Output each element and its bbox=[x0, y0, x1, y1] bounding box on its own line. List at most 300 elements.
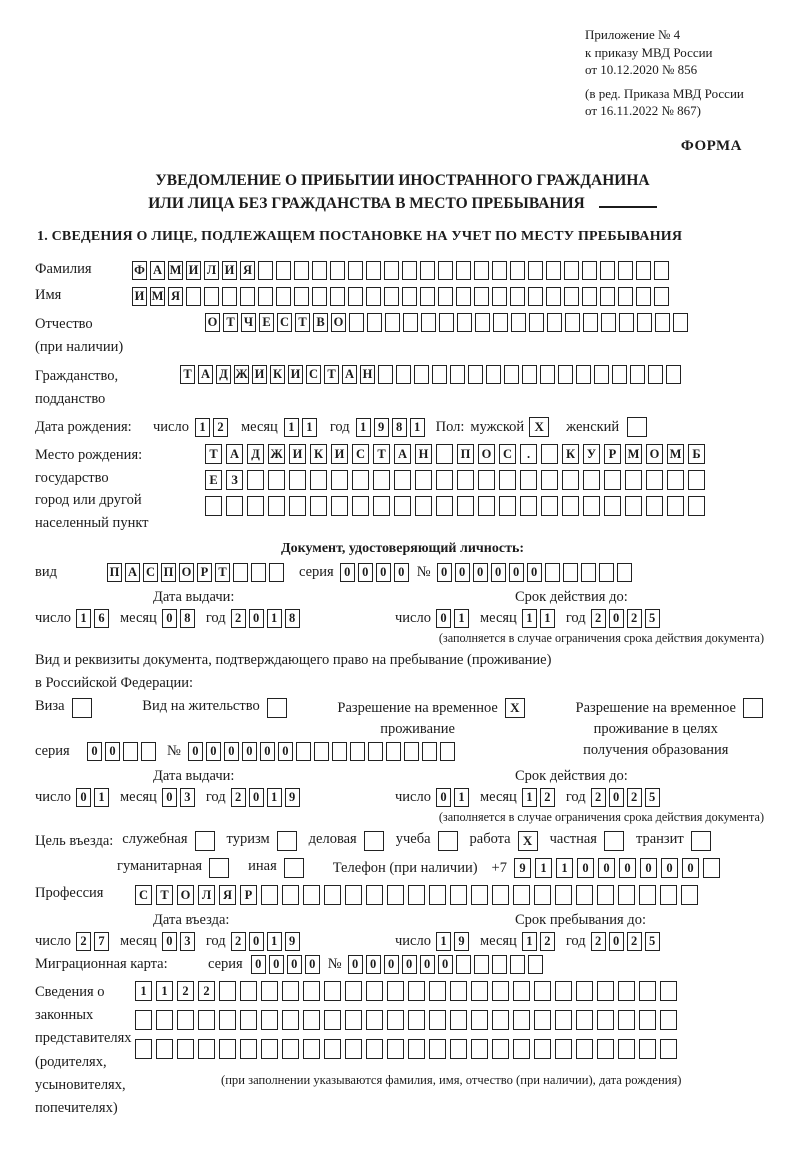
char-cell[interactable]: 0 bbox=[682, 858, 699, 878]
char-cell[interactable] bbox=[429, 1010, 446, 1030]
sex-male-checkbox[interactable]: X bbox=[529, 417, 549, 437]
char-cell[interactable]: 1 bbox=[156, 981, 173, 1001]
char-cell[interactable] bbox=[582, 287, 597, 306]
char-cell[interactable] bbox=[576, 1039, 593, 1059]
char-cell[interactable] bbox=[522, 365, 537, 384]
char-cell[interactable]: 0 bbox=[437, 563, 452, 582]
char-cell[interactable] bbox=[408, 981, 425, 1001]
char-cell[interactable] bbox=[625, 496, 642, 516]
char-cell[interactable] bbox=[492, 1039, 509, 1059]
char-cell[interactable]: 2 bbox=[76, 932, 91, 951]
char-cell[interactable]: 1 bbox=[267, 932, 282, 951]
char-cell[interactable] bbox=[528, 261, 543, 280]
char-cell[interactable]: Р bbox=[240, 885, 257, 905]
char-cell[interactable] bbox=[226, 496, 243, 516]
char-cell[interactable]: У bbox=[583, 444, 600, 464]
char-cell[interactable] bbox=[247, 496, 264, 516]
char-cell[interactable]: И bbox=[288, 365, 303, 384]
char-cell[interactable] bbox=[436, 496, 453, 516]
char-cell[interactable]: К bbox=[310, 444, 327, 464]
char-cell[interactable]: 1 bbox=[267, 788, 282, 807]
char-cell[interactable] bbox=[330, 261, 345, 280]
char-cell[interactable] bbox=[576, 1010, 593, 1030]
char-cell[interactable] bbox=[350, 742, 365, 761]
char-cell[interactable] bbox=[204, 287, 219, 306]
char-cell[interactable]: Б bbox=[688, 444, 705, 464]
char-cell[interactable]: 0 bbox=[249, 788, 264, 807]
char-cell[interactable] bbox=[492, 1010, 509, 1030]
char-cell[interactable] bbox=[303, 1039, 320, 1059]
char-cell[interactable] bbox=[492, 955, 507, 974]
char-cell[interactable] bbox=[373, 496, 390, 516]
char-cell[interactable]: Т bbox=[156, 885, 173, 905]
char-cell[interactable] bbox=[394, 470, 411, 490]
char-cell[interactable] bbox=[414, 365, 429, 384]
char-cell[interactable] bbox=[513, 885, 530, 905]
char-cell[interactable]: 1 bbox=[356, 418, 371, 437]
char-cell[interactable] bbox=[438, 261, 453, 280]
char-cell[interactable] bbox=[258, 287, 273, 306]
char-cell[interactable]: 1 bbox=[94, 788, 109, 807]
char-cell[interactable] bbox=[330, 287, 345, 306]
char-cell[interactable] bbox=[597, 981, 614, 1001]
char-cell[interactable]: 0 bbox=[251, 955, 266, 974]
char-cell[interactable] bbox=[534, 981, 551, 1001]
char-cell[interactable]: Т bbox=[295, 313, 310, 332]
char-cell[interactable] bbox=[324, 1010, 341, 1030]
char-cell[interactable] bbox=[404, 742, 419, 761]
char-cell[interactable] bbox=[378, 365, 393, 384]
char-cell[interactable] bbox=[528, 955, 543, 974]
char-cell[interactable]: П bbox=[161, 563, 176, 582]
char-cell[interactable]: К bbox=[562, 444, 579, 464]
char-cell[interactable] bbox=[366, 981, 383, 1001]
char-cell[interactable] bbox=[258, 261, 273, 280]
purpose-private-checkbox[interactable] bbox=[604, 831, 624, 851]
char-cell[interactable]: 2 bbox=[231, 609, 246, 628]
visa-checkbox[interactable] bbox=[72, 698, 92, 718]
char-cell[interactable]: 0 bbox=[609, 788, 624, 807]
char-cell[interactable] bbox=[510, 955, 525, 974]
char-cell[interactable] bbox=[348, 261, 363, 280]
char-cell[interactable] bbox=[261, 885, 278, 905]
char-cell[interactable]: М bbox=[667, 444, 684, 464]
char-cell[interactable] bbox=[402, 261, 417, 280]
char-cell[interactable]: К bbox=[270, 365, 285, 384]
char-cell[interactable] bbox=[268, 496, 285, 516]
char-cell[interactable] bbox=[177, 1039, 194, 1059]
char-cell[interactable] bbox=[474, 955, 489, 974]
char-cell[interactable]: 0 bbox=[105, 742, 120, 761]
char-cell[interactable] bbox=[436, 470, 453, 490]
char-cell[interactable]: 5 bbox=[645, 788, 660, 807]
char-cell[interactable]: 2 bbox=[540, 788, 555, 807]
char-cell[interactable] bbox=[310, 470, 327, 490]
char-cell[interactable]: М bbox=[150, 287, 165, 306]
char-cell[interactable]: 2 bbox=[231, 932, 246, 951]
char-cell[interactable] bbox=[599, 563, 614, 582]
char-cell[interactable] bbox=[394, 496, 411, 516]
char-cell[interactable]: А bbox=[125, 563, 140, 582]
char-cell[interactable] bbox=[314, 742, 329, 761]
char-cell[interactable] bbox=[562, 470, 579, 490]
char-cell[interactable] bbox=[648, 365, 663, 384]
char-cell[interactable] bbox=[513, 1039, 530, 1059]
char-cell[interactable] bbox=[261, 1039, 278, 1059]
char-cell[interactable]: П bbox=[457, 444, 474, 464]
char-cell[interactable] bbox=[387, 885, 404, 905]
char-cell[interactable]: 9 bbox=[374, 418, 389, 437]
char-cell[interactable]: 0 bbox=[260, 742, 275, 761]
char-cell[interactable] bbox=[222, 287, 237, 306]
char-cell[interactable] bbox=[639, 1039, 656, 1059]
char-cell[interactable] bbox=[493, 313, 508, 332]
char-cell[interactable]: О bbox=[646, 444, 663, 464]
char-cell[interactable] bbox=[576, 365, 591, 384]
char-cell[interactable] bbox=[492, 885, 509, 905]
char-cell[interactable]: 2 bbox=[177, 981, 194, 1001]
char-cell[interactable]: 1 bbox=[454, 609, 469, 628]
char-cell[interactable]: 1 bbox=[522, 932, 537, 951]
char-cell[interactable] bbox=[703, 858, 720, 878]
char-cell[interactable] bbox=[541, 444, 558, 464]
char-cell[interactable]: 0 bbox=[287, 955, 302, 974]
char-cell[interactable] bbox=[261, 1010, 278, 1030]
char-cell[interactable]: Д bbox=[247, 444, 264, 464]
char-cell[interactable]: Т bbox=[223, 313, 238, 332]
char-cell[interactable] bbox=[667, 496, 684, 516]
char-cell[interactable] bbox=[387, 1039, 404, 1059]
char-cell[interactable] bbox=[352, 470, 369, 490]
purpose-official-checkbox[interactable] bbox=[195, 831, 215, 851]
char-cell[interactable]: С bbox=[352, 444, 369, 464]
char-cell[interactable]: 1 bbox=[454, 788, 469, 807]
char-cell[interactable]: 0 bbox=[436, 788, 451, 807]
char-cell[interactable]: 1 bbox=[195, 418, 210, 437]
char-cell[interactable]: 0 bbox=[619, 858, 636, 878]
char-cell[interactable]: 0 bbox=[509, 563, 524, 582]
char-cell[interactable] bbox=[474, 261, 489, 280]
char-cell[interactable]: 8 bbox=[392, 418, 407, 437]
char-cell[interactable]: 9 bbox=[285, 788, 300, 807]
char-cell[interactable]: 0 bbox=[188, 742, 203, 761]
char-cell[interactable] bbox=[219, 981, 236, 1001]
char-cell[interactable] bbox=[471, 1010, 488, 1030]
char-cell[interactable] bbox=[233, 563, 248, 582]
char-cell[interactable]: И bbox=[289, 444, 306, 464]
char-cell[interactable] bbox=[688, 496, 705, 516]
char-cell[interactable] bbox=[565, 313, 580, 332]
char-cell[interactable] bbox=[345, 981, 362, 1001]
char-cell[interactable] bbox=[601, 313, 616, 332]
char-cell[interactable] bbox=[471, 885, 488, 905]
char-cell[interactable]: 2 bbox=[627, 932, 642, 951]
char-cell[interactable] bbox=[666, 365, 681, 384]
char-cell[interactable] bbox=[563, 563, 578, 582]
char-cell[interactable] bbox=[619, 313, 634, 332]
char-cell[interactable]: 5 bbox=[645, 932, 660, 951]
char-cell[interactable] bbox=[562, 496, 579, 516]
edu-residence-checkbox[interactable] bbox=[743, 698, 763, 718]
char-cell[interactable] bbox=[312, 287, 327, 306]
char-cell[interactable] bbox=[618, 1010, 635, 1030]
char-cell[interactable] bbox=[240, 1010, 257, 1030]
char-cell[interactable] bbox=[387, 1010, 404, 1030]
char-cell[interactable] bbox=[558, 365, 573, 384]
char-cell[interactable] bbox=[546, 261, 561, 280]
char-cell[interactable] bbox=[439, 313, 454, 332]
char-cell[interactable]: 0 bbox=[366, 955, 381, 974]
char-cell[interactable] bbox=[618, 885, 635, 905]
char-cell[interactable] bbox=[289, 470, 306, 490]
char-cell[interactable] bbox=[618, 287, 633, 306]
temp-residence-checkbox[interactable]: X bbox=[505, 698, 525, 718]
char-cell[interactable] bbox=[582, 261, 597, 280]
char-cell[interactable] bbox=[528, 287, 543, 306]
char-cell[interactable]: С bbox=[306, 365, 321, 384]
char-cell[interactable]: З bbox=[226, 470, 243, 490]
char-cell[interactable]: С bbox=[277, 313, 292, 332]
char-cell[interactable]: 0 bbox=[206, 742, 221, 761]
char-cell[interactable] bbox=[492, 287, 507, 306]
char-cell[interactable] bbox=[310, 496, 327, 516]
char-cell[interactable] bbox=[534, 1010, 551, 1030]
char-cell[interactable] bbox=[429, 1039, 446, 1059]
char-cell[interactable] bbox=[366, 1010, 383, 1030]
char-cell[interactable] bbox=[366, 885, 383, 905]
char-cell[interactable] bbox=[541, 470, 558, 490]
char-cell[interactable] bbox=[240, 287, 255, 306]
char-cell[interactable]: 0 bbox=[162, 932, 177, 951]
char-cell[interactable]: 2 bbox=[591, 788, 606, 807]
char-cell[interactable] bbox=[475, 313, 490, 332]
char-cell[interactable] bbox=[456, 287, 471, 306]
char-cell[interactable] bbox=[205, 496, 222, 516]
char-cell[interactable] bbox=[198, 1010, 215, 1030]
char-cell[interactable]: Т bbox=[180, 365, 195, 384]
purpose-business-checkbox[interactable] bbox=[364, 831, 384, 851]
char-cell[interactable]: А bbox=[342, 365, 357, 384]
char-cell[interactable]: А bbox=[226, 444, 243, 464]
char-cell[interactable] bbox=[366, 287, 381, 306]
char-cell[interactable] bbox=[177, 1010, 194, 1030]
char-cell[interactable]: 0 bbox=[384, 955, 399, 974]
char-cell[interactable]: Т bbox=[215, 563, 230, 582]
purpose-transit-checkbox[interactable] bbox=[691, 831, 711, 851]
char-cell[interactable]: 1 bbox=[556, 858, 573, 878]
char-cell[interactable] bbox=[450, 1010, 467, 1030]
char-cell[interactable] bbox=[135, 1010, 152, 1030]
char-cell[interactable]: 0 bbox=[438, 955, 453, 974]
char-cell[interactable] bbox=[639, 885, 656, 905]
char-cell[interactable] bbox=[478, 496, 495, 516]
char-cell[interactable]: Д bbox=[216, 365, 231, 384]
char-cell[interactable] bbox=[499, 470, 516, 490]
char-cell[interactable] bbox=[520, 470, 537, 490]
char-cell[interactable]: С bbox=[143, 563, 158, 582]
char-cell[interactable]: 0 bbox=[402, 955, 417, 974]
char-cell[interactable]: 2 bbox=[627, 609, 642, 628]
char-cell[interactable] bbox=[513, 1010, 530, 1030]
char-cell[interactable]: 1 bbox=[522, 609, 537, 628]
char-cell[interactable] bbox=[660, 981, 677, 1001]
char-cell[interactable]: А bbox=[150, 261, 165, 280]
char-cell[interactable] bbox=[296, 742, 311, 761]
char-cell[interactable]: 0 bbox=[76, 788, 91, 807]
purpose-other-checkbox[interactable] bbox=[284, 858, 304, 878]
char-cell[interactable] bbox=[282, 981, 299, 1001]
char-cell[interactable]: 0 bbox=[249, 932, 264, 951]
char-cell[interactable]: 5 bbox=[645, 609, 660, 628]
char-cell[interactable] bbox=[660, 1039, 677, 1059]
char-cell[interactable] bbox=[276, 287, 291, 306]
char-cell[interactable] bbox=[513, 981, 530, 1001]
char-cell[interactable] bbox=[332, 742, 347, 761]
char-cell[interactable] bbox=[660, 1010, 677, 1030]
char-cell[interactable] bbox=[432, 365, 447, 384]
char-cell[interactable] bbox=[504, 365, 519, 384]
purpose-humanitarian-checkbox[interactable] bbox=[209, 858, 229, 878]
char-cell[interactable] bbox=[420, 287, 435, 306]
char-cell[interactable]: 6 bbox=[94, 609, 109, 628]
char-cell[interactable] bbox=[510, 287, 525, 306]
char-cell[interactable] bbox=[510, 261, 525, 280]
char-cell[interactable] bbox=[646, 470, 663, 490]
char-cell[interactable]: 1 bbox=[135, 981, 152, 1001]
char-cell[interactable] bbox=[555, 981, 572, 1001]
char-cell[interactable] bbox=[268, 470, 285, 490]
char-cell[interactable] bbox=[547, 313, 562, 332]
char-cell[interactable]: В bbox=[313, 313, 328, 332]
char-cell[interactable]: Е bbox=[259, 313, 274, 332]
char-cell[interactable]: 0 bbox=[420, 955, 435, 974]
char-cell[interactable]: 0 bbox=[242, 742, 257, 761]
char-cell[interactable]: И bbox=[132, 287, 147, 306]
char-cell[interactable] bbox=[499, 496, 516, 516]
char-cell[interactable] bbox=[384, 261, 399, 280]
char-cell[interactable] bbox=[440, 742, 455, 761]
char-cell[interactable] bbox=[269, 563, 284, 582]
char-cell[interactable] bbox=[282, 1010, 299, 1030]
char-cell[interactable] bbox=[555, 885, 572, 905]
char-cell[interactable] bbox=[135, 1039, 152, 1059]
char-cell[interactable] bbox=[294, 261, 309, 280]
char-cell[interactable] bbox=[186, 287, 201, 306]
char-cell[interactable]: Т bbox=[205, 444, 222, 464]
char-cell[interactable]: 0 bbox=[87, 742, 102, 761]
char-cell[interactable]: 1 bbox=[76, 609, 91, 628]
char-cell[interactable] bbox=[646, 496, 663, 516]
char-cell[interactable] bbox=[289, 496, 306, 516]
char-cell[interactable]: 0 bbox=[609, 609, 624, 628]
char-cell[interactable]: И bbox=[331, 444, 348, 464]
char-cell[interactable] bbox=[324, 885, 341, 905]
char-cell[interactable]: 0 bbox=[162, 609, 177, 628]
char-cell[interactable]: 0 bbox=[224, 742, 239, 761]
char-cell[interactable]: 2 bbox=[591, 932, 606, 951]
char-cell[interactable] bbox=[294, 287, 309, 306]
char-cell[interactable] bbox=[324, 1039, 341, 1059]
char-cell[interactable]: Ф bbox=[132, 261, 147, 280]
char-cell[interactable]: 0 bbox=[577, 858, 594, 878]
char-cell[interactable] bbox=[456, 955, 471, 974]
char-cell[interactable] bbox=[511, 313, 526, 332]
char-cell[interactable] bbox=[436, 444, 453, 464]
char-cell[interactable]: 0 bbox=[278, 742, 293, 761]
char-cell[interactable]: И bbox=[222, 261, 237, 280]
char-cell[interactable] bbox=[546, 287, 561, 306]
char-cell[interactable] bbox=[352, 496, 369, 516]
char-cell[interactable] bbox=[471, 1039, 488, 1059]
char-cell[interactable] bbox=[141, 742, 156, 761]
char-cell[interactable]: С bbox=[499, 444, 516, 464]
char-cell[interactable] bbox=[247, 470, 264, 490]
char-cell[interactable] bbox=[667, 470, 684, 490]
char-cell[interactable] bbox=[600, 261, 615, 280]
char-cell[interactable] bbox=[654, 261, 669, 280]
char-cell[interactable] bbox=[282, 885, 299, 905]
char-cell[interactable]: 0 bbox=[598, 858, 615, 878]
char-cell[interactable] bbox=[541, 496, 558, 516]
char-cell[interactable] bbox=[415, 496, 432, 516]
char-cell[interactable] bbox=[529, 313, 544, 332]
char-cell[interactable]: 0 bbox=[609, 932, 624, 951]
char-cell[interactable]: О bbox=[179, 563, 194, 582]
char-cell[interactable] bbox=[564, 287, 579, 306]
char-cell[interactable] bbox=[408, 1039, 425, 1059]
char-cell[interactable] bbox=[303, 1010, 320, 1030]
char-cell[interactable]: 2 bbox=[627, 788, 642, 807]
char-cell[interactable]: 0 bbox=[491, 563, 506, 582]
char-cell[interactable] bbox=[240, 1039, 257, 1059]
char-cell[interactable]: М bbox=[625, 444, 642, 464]
char-cell[interactable] bbox=[385, 313, 400, 332]
char-cell[interactable]: А bbox=[198, 365, 213, 384]
char-cell[interactable] bbox=[429, 885, 446, 905]
char-cell[interactable]: 9 bbox=[514, 858, 531, 878]
char-cell[interactable]: С bbox=[135, 885, 152, 905]
char-cell[interactable] bbox=[468, 365, 483, 384]
char-cell[interactable] bbox=[276, 261, 291, 280]
char-cell[interactable] bbox=[457, 313, 472, 332]
char-cell[interactable]: И bbox=[186, 261, 201, 280]
char-cell[interactable] bbox=[576, 981, 593, 1001]
char-cell[interactable] bbox=[597, 885, 614, 905]
char-cell[interactable] bbox=[198, 1039, 215, 1059]
char-cell[interactable] bbox=[415, 470, 432, 490]
char-cell[interactable]: 0 bbox=[348, 955, 363, 974]
char-cell[interactable] bbox=[555, 1039, 572, 1059]
char-cell[interactable] bbox=[123, 742, 138, 761]
char-cell[interactable]: Л bbox=[198, 885, 215, 905]
char-cell[interactable] bbox=[660, 885, 677, 905]
char-cell[interactable] bbox=[349, 313, 364, 332]
char-cell[interactable]: 0 bbox=[358, 563, 373, 582]
char-cell[interactable] bbox=[534, 885, 551, 905]
char-cell[interactable] bbox=[429, 981, 446, 1001]
char-cell[interactable] bbox=[478, 470, 495, 490]
char-cell[interactable] bbox=[520, 496, 537, 516]
char-cell[interactable]: 1 bbox=[302, 418, 317, 437]
char-cell[interactable] bbox=[456, 261, 471, 280]
char-cell[interactable] bbox=[450, 981, 467, 1001]
purpose-study-checkbox[interactable] bbox=[438, 831, 458, 851]
char-cell[interactable]: 2 bbox=[198, 981, 215, 1001]
char-cell[interactable]: 0 bbox=[436, 609, 451, 628]
char-cell[interactable] bbox=[471, 981, 488, 1001]
char-cell[interactable] bbox=[600, 287, 615, 306]
char-cell[interactable]: . bbox=[520, 444, 537, 464]
